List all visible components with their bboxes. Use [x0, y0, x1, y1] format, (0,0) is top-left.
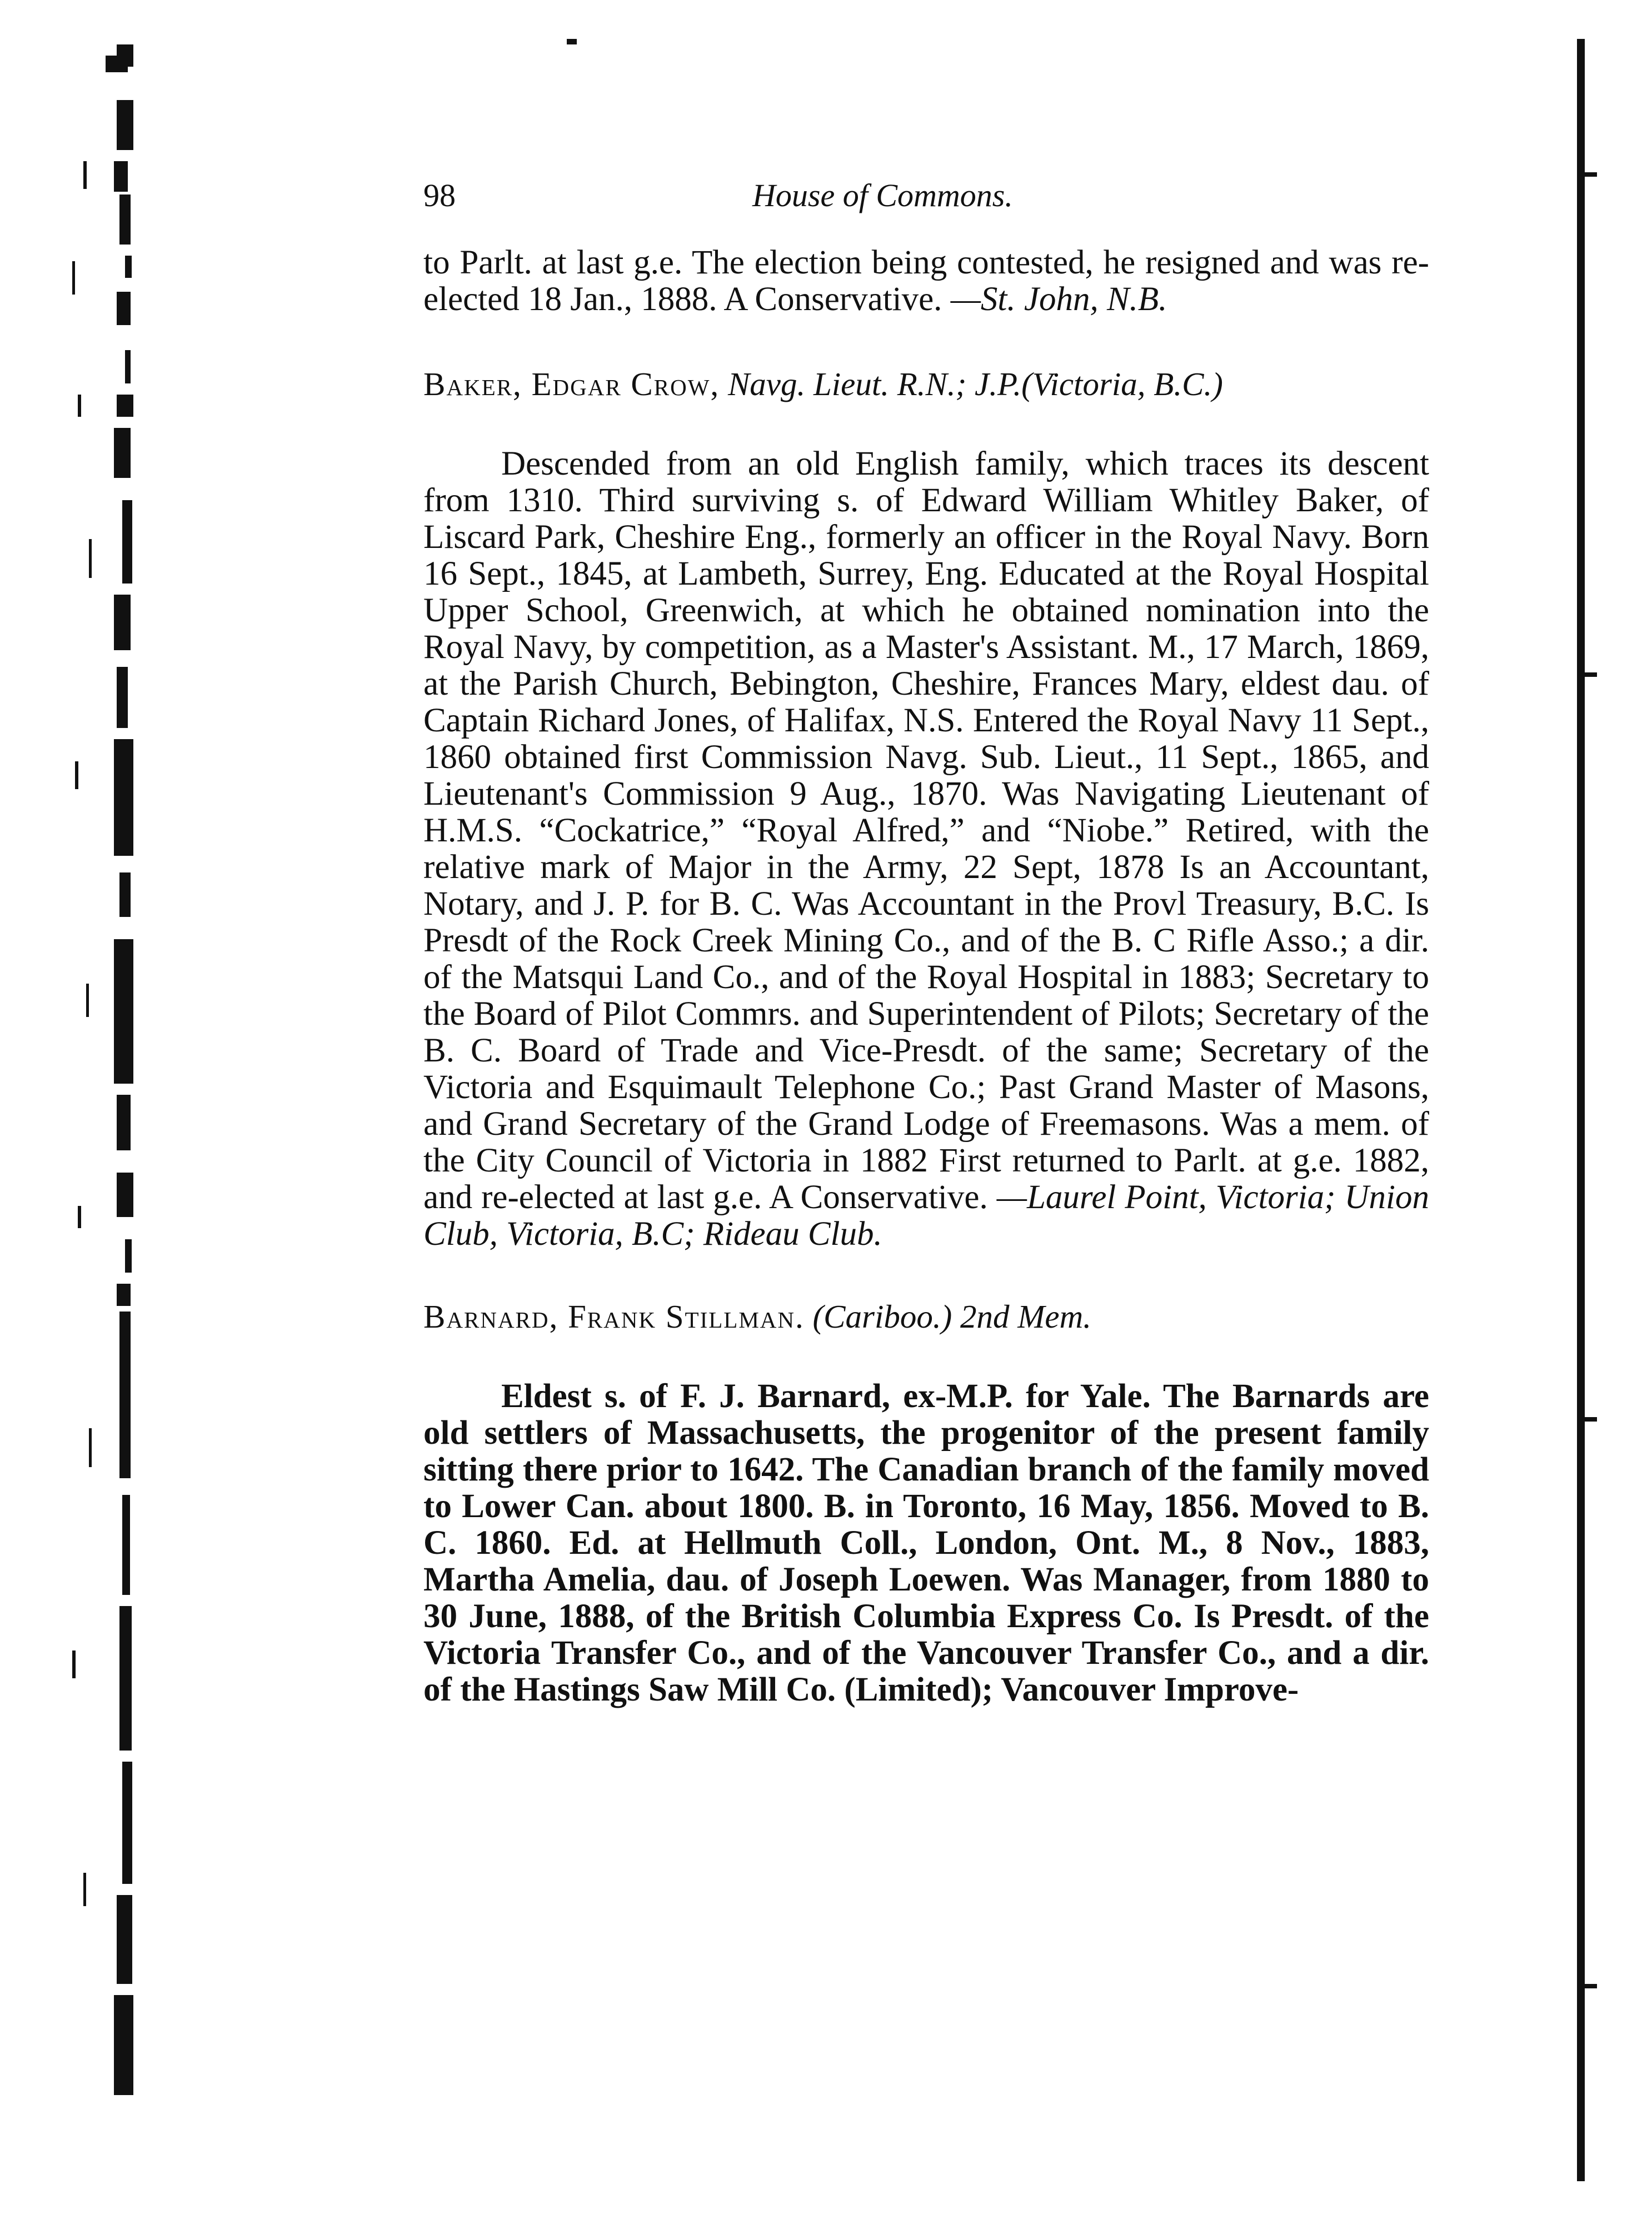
- binding-rule-tick: [1585, 1984, 1597, 2001]
- continuation-paragraph: [423, 245, 1429, 318]
- continuation-text: to Parlt. at last g.e. The election being contested, he resigned and was re-elected 18 Jan., 1888. A Conservative.: [423, 244, 1429, 318]
- binding-rule-tick: [1585, 1417, 1597, 1434]
- page-content: [423, 245, 1429, 1754]
- scan-gutter-noise: [61, 39, 133, 2106]
- binding-rule: [1577, 39, 1585, 2181]
- entry-body-text: Descended from an old English family, which traces its descent from 1310. Third surviving s. of Edward William Whitley Baker, of Liscard Park, Cheshire Eng., formerly an officer in the Royal Navy. Born 16 Sept., 1845, at Lambeth, Surrey, Eng. Educated at the Royal Hospital Upper School, Greenwich, at which he obtained nomination into the Royal Navy, by competition, as a Master's Assistant. M., 17 March, 1869, at the Parish Church, Bebington, Cheshire, Frances Mary, eldest dau. of Captain Richard Jones, of Halifax, N.S. Entered the Royal Navy 11 Sept., 1860 obtained first Commission Navg. Sub. Lieut., 11 Sept., 1865, and Lieutenant's Commission 9 Aug., 1870. Was Navigating Lieutenant of H.M.S. “Cockatrice,” “Royal Alfred,” and “Niobe.” Retired, with the relative mark of Major in the Army, 22 Sept, 1878 Is an Accountant, Notary, and J. P. for B. C. Was Accountant in the Provl Treasury, B.C. Is Presdt of the Rock Creek Mining Co., and of the B. C Rifle Asso.; a dir. of the Matsqui Land Co., and of the Royal Hospital in 1883; Secretary to the Board of Pilot Commrs. and Superintendent of Pilots; Secretary of the B. C. Board of Trade and Vice-Presdt. of the same; Secretary of the Victoria and Esquimault Telephone Co.; Past Grand Master of Masons, and Grand Secretary of the Grand Lodge of Freemasons. Was a mem. of the City Council of Victoria in 1882 First returned to Parlt. at g.e. 1882, and re-elected at last g.e. A Conservative.: [423, 445, 1429, 1216]
- page-number: 98: [423, 177, 456, 213]
- entry-titles: Navg. Lieut. R.N.; J.P.: [727, 366, 1022, 402]
- entry-name: Barnard, Frank Stillman.: [423, 1298, 805, 1335]
- entry-constituency: (Cariboo.): [812, 1298, 952, 1335]
- page-header: [423, 177, 1501, 221]
- running-head: House of Commons.: [752, 177, 1013, 213]
- entry-address: —Laurel Point, Victoria; Union Club, Victoria, B.C; Rideau Club.: [423, 1179, 1429, 1253]
- binding-rule-tick: [1585, 672, 1597, 689]
- entry-member: 2nd Mem.: [960, 1298, 1091, 1335]
- entry-body-text: Eldest s. of F. J. Barnard, ex-M.P. for Yale. The Barnards are old settlers of Massachusetts, the progenitor of the present family sitting there prior to 1642. The Canadian branch of the family moved to Lower Can. about 1800. B. in Toronto, 16 May, 1856. Moved to B. C. 1860. Ed. at Hellmuth Coll., London, Ont. M., 8 Nov., 1883, Martha Amelia, dau. of Joseph Loewen. Was Manager, from 1880 to 30 June, 1888, of the British Columbia Express Co. Is Presdt. of the Victoria Transfer Co., and of the Vancouver Transfer Co., and a dir. of the Hastings Saw Mill Co. (Limited); Vancouver Improve-: [423, 1378, 1429, 1708]
- entry-heading-baker: [423, 366, 1429, 402]
- continuation-address: —St. John, N.B.: [950, 281, 1167, 318]
- entry-heading-barnard: [423, 1298, 1429, 1335]
- entry-name: Baker, Edgar Crow,: [423, 366, 720, 402]
- entry-body-baker: [423, 446, 1429, 1253]
- scan-speck: [567, 39, 577, 44]
- binding-rule-tick: [1585, 172, 1597, 189]
- entry-constituency: (Victoria, B.C.): [1021, 366, 1223, 402]
- entry-body-barnard: [423, 1378, 1429, 1708]
